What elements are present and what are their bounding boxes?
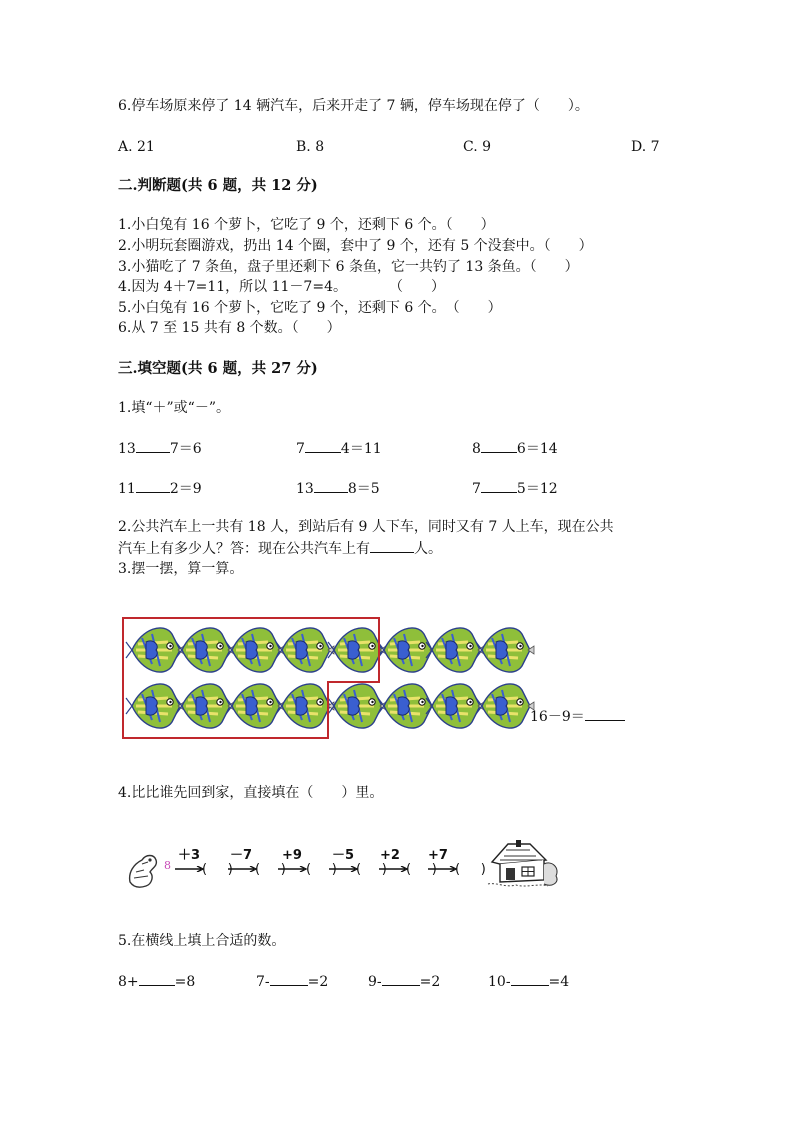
fill-q5-prompt: 5.在横线上填上合适的数。: [118, 933, 286, 949]
answer-paren-5[interactable]: ( ): [406, 862, 437, 877]
answer-blank[interactable]: [481, 438, 517, 453]
arrow-icon: [379, 866, 409, 872]
answer-blank[interactable]: [481, 478, 517, 493]
answer-blank[interactable]: [270, 971, 308, 986]
race-op-6: +7: [428, 848, 448, 863]
fish-row-top: [126, 628, 534, 672]
fish-equation: 16－9＝: [530, 706, 625, 727]
fill-q5-item-4: 10- =4: [488, 971, 569, 992]
answer-blank[interactable]: [139, 971, 175, 986]
fill-q1-r1-c3: 8 6＝14: [472, 438, 558, 459]
start-number: 8: [164, 859, 171, 872]
answer-blank[interactable]: [370, 538, 414, 553]
fill-q1-r2-c2: 13 8＝5: [296, 478, 380, 499]
race-op-2: －7: [230, 848, 253, 863]
option-c[interactable]: C. 9: [463, 139, 492, 155]
race-op-3: +9: [282, 848, 302, 863]
arrow-icon: [228, 866, 258, 872]
fill-q5-item-3: 9- =2: [368, 971, 440, 992]
section-3-heading: 三.填空题(共 6 题，共 27 分): [118, 360, 318, 377]
section-2-heading: 二.判断题(共 6 题，共 12 分): [118, 177, 318, 194]
fill-q5-item-2: 7- =2: [256, 971, 328, 992]
fill-q1-r2-c1: 11 2＝9: [118, 478, 202, 499]
question-6-text: 6.停车场原来停了 14 辆汽车，后来开走了 7 辆，停车场现在停了（ ）。: [118, 98, 589, 114]
fish-illustration: [118, 610, 638, 750]
fish-row-bottom: [126, 684, 534, 728]
judge-item-2: 2.小明玩套圈游戏，扔出 14 个圈，套中了 9 个，还有 5 个没套中。（ ）: [118, 238, 593, 254]
runner-icon: [122, 846, 162, 890]
answer-paren-4[interactable]: ( ): [356, 862, 387, 877]
fill-q1-r1-c1: 13 7＝6: [118, 438, 202, 459]
judge-item-6: 6.从 7 至 15 共有 8 个数。（ ）: [118, 320, 341, 336]
race-op-1: ＋3: [178, 848, 201, 863]
judge-item-4: 4.因为 4＋7=11，所以 11－7=4。 （ ）: [118, 279, 445, 295]
fish-picture: [118, 610, 638, 750]
option-a[interactable]: A. 21: [118, 139, 155, 155]
arrow-icon: [428, 866, 458, 872]
option-d[interactable]: D. 7: [631, 139, 660, 155]
answer-paren-3[interactable]: ( ): [306, 862, 337, 877]
answer-blank[interactable]: [314, 478, 348, 493]
race-op-4: －5: [332, 848, 355, 863]
answer-blank[interactable]: [585, 706, 625, 721]
house-icon: [486, 838, 562, 890]
answer-blank[interactable]: [136, 438, 170, 453]
fill-q3-prompt: 3.摆一摆，算一算。: [118, 561, 244, 577]
answer-blank[interactable]: [136, 478, 170, 493]
answer-blank[interactable]: [382, 971, 420, 986]
option-b[interactable]: B. 8: [296, 139, 325, 155]
fill-q2-line2: 汽车上有多少人？答：现在公共汽车上有 人。: [118, 538, 442, 559]
fill-q1-prompt: 1.填“＋”或“－”。: [118, 400, 230, 416]
arrow-icon: [329, 866, 359, 872]
answer-paren-1[interactable]: ( ): [202, 862, 233, 877]
fill-q4-prompt: 4.比比谁先回到家，直接填在（ ）里。: [118, 785, 384, 801]
fill-q1-r2-c3: 7 5＝12: [472, 478, 558, 499]
judge-item-1: 1.小白兔有 16 个萝卜，它吃了 9 个，还剩下 6 个。（ ）: [118, 217, 495, 233]
judge-item-3: 3.小猫吃了 7 条鱼，盘子里还剩下 6 条鱼，它一共钓了 13 条鱼。（ ）: [118, 259, 579, 275]
arrow-icon: [175, 866, 205, 872]
fill-q5-item-1: 8+ =8: [118, 971, 195, 992]
fill-q2-line1: 2.公共汽车上一共有 18 人，到站后有 9 人下车，同时又有 7 人上车，现在公共: [118, 519, 614, 535]
race-op-5: +2: [380, 848, 400, 863]
answer-paren-6[interactable]: ( ): [455, 862, 486, 877]
judge-item-5: 5.小白兔有 16 个萝卜，它吃了 9 个，还剩下 6 个。 （ ）: [118, 300, 502, 316]
arrow-icon: [278, 866, 308, 872]
answer-blank[interactable]: [511, 971, 549, 986]
answer-blank[interactable]: [305, 438, 341, 453]
answer-paren-2[interactable]: ( ): [255, 862, 286, 877]
race-to-home: [118, 836, 568, 896]
fill-q1-r1-c2: 7 4＝11: [296, 438, 382, 459]
